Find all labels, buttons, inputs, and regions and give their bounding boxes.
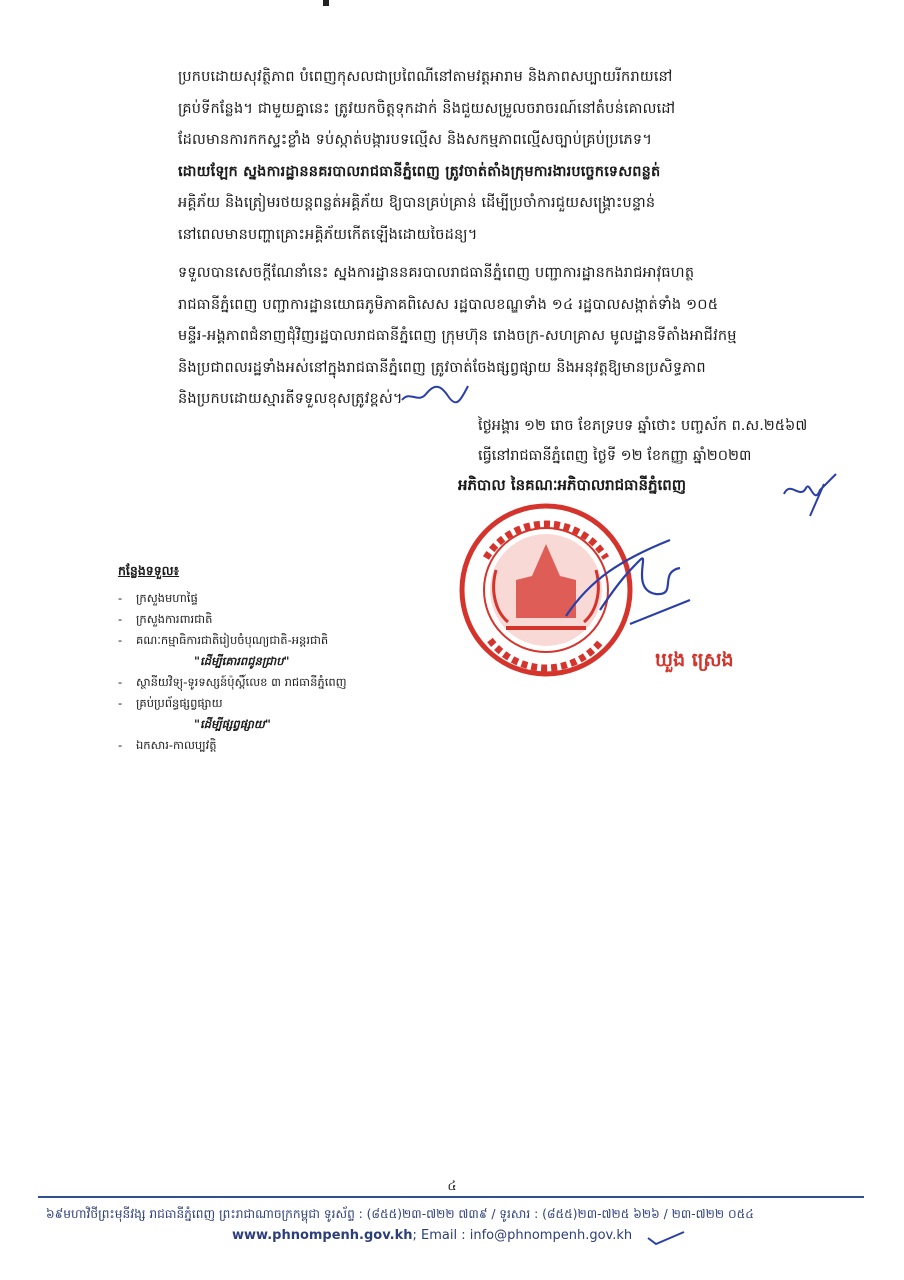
signer-name: ឃួង ស្រេង bbox=[655, 649, 734, 671]
paragraph-line: និងប្រកបដោយស្មារតីទទួលខុសត្រូវខ្ពស់។ bbox=[178, 391, 403, 407]
signature-mark-icon bbox=[780, 470, 840, 520]
solar-date: ធ្វើនៅរាជធានីភ្នំពេញ ថ្ងៃទី ១២ ខែកញ្ញា ឆ្នាំ២០២៣ bbox=[478, 448, 752, 464]
paragraph-line: ដោយឡែក ស្នងការដ្ឋាននគរបាលរាជធានីភ្នំពេញ ត្រូវចាត់តាំងក្រុមការងារបច្ចេកទេសពន្លត់ bbox=[178, 163, 661, 180]
paragraph-line: នៅពេលមានបញ្ហាគ្រោះអគ្គិភ័យកើតឡើងដោយចៃដន្យ។ bbox=[178, 226, 478, 243]
paragraph-line: អគ្គិភ័យ និងត្រៀមរថយន្តពន្លត់អគ្គិភ័យ ឱ្យបានគ្រប់គ្រាន់ ដើម្បីប្រចាំការជួយសង្គ្រោះបន្ទាន់ bbox=[178, 195, 656, 211]
footer-website[interactable]: www.phnompenh.gov.kh bbox=[232, 1228, 413, 1243]
recipients-title: កន្លែងទទួល៖ bbox=[118, 563, 180, 578]
recipients-note: "ដើម្បីគោរពជូនជ្រាប" bbox=[194, 654, 290, 668]
page-number: ៤ bbox=[447, 1179, 457, 1194]
recipients-note: "ដើម្បីផ្សព្វផ្សាយ" bbox=[194, 717, 271, 731]
paragraph-line: គ្រប់ទីកន្លែង។ ជាមួយគ្នានេះ ត្រូវយកចិត្តទុកដាក់ និងជួយសម្រួលចរាចរណ៍នៅតំបន់គោលដៅ bbox=[178, 100, 676, 117]
footer-address: ៦៩មហាវិថីព្រះមុនីវង្ស រាជធានីភ្នំពេញ ព្រះរាជាណាចក្រកម្ពុជា ទូរស័ព្ទ : (៨៥៥)២៣-៧២២ ៧៣៩ / ទូរសារ : (៨៥៥)២៣-៧២៥ ៦២៦ / ២៣-៧២២ ០៥៤ bbox=[46, 1207, 754, 1221]
paragraph-line: រាជធានីភ្នំពេញ បញ្ជាការដ្ឋានយោធភូមិភាគពិសេស រដ្ឋបាលខណ្ឌទាំង ១៤ រដ្ឋបាលសង្កាត់ទាំង ១០៥ bbox=[178, 296, 719, 313]
list-item: - ក្រសួងមហាផ្ទៃ bbox=[118, 591, 198, 605]
signer-title: អភិបាល នៃគណៈអភិបាលរាជធានីភ្នំពេញ bbox=[458, 476, 687, 494]
footer-contact bbox=[232, 1228, 632, 1243]
recipients-list bbox=[118, 563, 448, 756]
paragraph-line: ដែលមានការកកស្ទះខ្លាំង ទប់ស្កាត់បង្ការបទល្មើស និងសកម្មភាពល្មើសច្បាប់គ្រប់ប្រភេទ។ bbox=[178, 132, 653, 148]
paragraph-line: និងប្រជាពលរដ្ឋទាំងអស់នៅក្នុងរាជធានីភ្នំពេញ ត្រូវចាត់ចែងផ្សព្វផ្សាយ និងអនុវត្តឱ្យមានប្រសិទ្ធភាព bbox=[178, 359, 706, 376]
list-item: - ក្រសួងការពារជាតិ bbox=[118, 612, 213, 626]
list-item: - ឯកសារ-កាលប្បវត្តិ bbox=[118, 738, 217, 752]
list-item: - ស្ថានីយវិទ្យុ-ទូរទស្សន៍ប៉ុស្តិ៍លេខ ៣ រាជធានីភ្នំពេញ bbox=[118, 675, 347, 689]
footer-divider bbox=[38, 1196, 864, 1198]
footer-email[interactable]: info@phnompenh.gov.kh bbox=[469, 1228, 633, 1243]
paragraph-line: ប្រកបដោយសុវត្ថិភាព បំពេញកុសលជាប្រពៃណីនៅតាមវត្តអារាម និងភាពសប្បាយរីករាយនៅ bbox=[178, 69, 673, 85]
lunar-date: ថ្ងៃអង្គារ ១២ រោច ខែភទ្របទ ឆ្នាំថោះ បញ្ចស័ក ព.ស.២៥៦៧ bbox=[478, 418, 808, 434]
list-item: - គ្រប់ប្រព័ន្ធផ្សព្វផ្សាយ bbox=[118, 696, 223, 710]
footer-email-label: ; Email : bbox=[412, 1228, 470, 1243]
list-item: - គណៈកម្មាធិការជាតិរៀបចំបុណ្យជាតិ-អន្តរជាតិ bbox=[118, 633, 329, 647]
paragraph-line: មន្ទីរ-អង្គភាពជំនាញជុំវិញរដ្ឋបាលរាជធានីភ្នំពេញ ក្រុមហ៊ុន រោងចក្រ-សហគ្រាស មូលដ្ឋានទីតាំងអាជីវកម្ម bbox=[178, 328, 737, 344]
signature-icon bbox=[560, 520, 700, 630]
paragraph-line: ទទួលបានសេចក្តីណែនាំនេះ ស្នងការដ្ឋាននគរបាលរាជធានីភ្នំពេញ បញ្ជាការដ្ឋានកងរាជអាវុធហត្ថ bbox=[178, 265, 695, 281]
initials-icon bbox=[400, 380, 470, 408]
paragraph-2 bbox=[178, 258, 828, 416]
checkmark-icon bbox=[646, 1230, 686, 1246]
top-edge-mark bbox=[323, 0, 329, 6]
paragraph-1 bbox=[178, 62, 828, 251]
